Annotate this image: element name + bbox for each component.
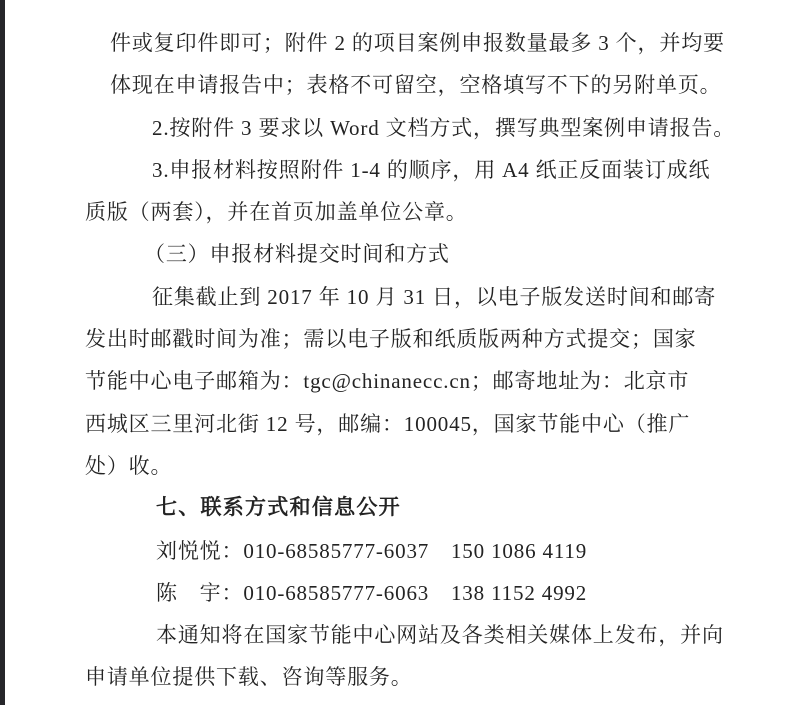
paragraph-continuation-line: 处）收。: [85, 453, 173, 478]
paragraph-line: 本通知将在国家节能中心网站及各类相关媒体上发布，并向: [156, 623, 724, 648]
paragraph-continuation-line: 节能中心电子邮箱为：tgc@chinanecc.cn；邮寄地址为：北京市: [85, 369, 690, 394]
paragraph-continuation-line: 件或复印件即可；附件 2 的项目案例申报数量最多 3 个，并均要: [110, 31, 725, 55]
paragraph-continuation-line: 质版（两套），并在首页加盖单位公章。: [85, 200, 468, 225]
numbered-item-3: 3.申报材料按照附件 1-4 的顺序，用 A4 纸正反面装订成纸: [152, 157, 711, 182]
section-heading-7: 七、联系方式和信息公开: [156, 496, 401, 520]
paragraph-line: 征集截止到 2017 年 10 月 31 日，以电子版发送时间和邮寄: [152, 284, 717, 309]
contact-row: 陈 宇：010-68585777-6063 138 1152 4992: [156, 580, 588, 605]
paragraph-continuation-line: 申请单位提供下载、咨询等服务。: [85, 665, 413, 690]
subsection-heading: （三）申报材料提交时间和方式: [144, 242, 450, 267]
document-text-block: [0, 22, 794, 699]
paragraph-continuation-line: 发出时邮戳时间为准；需以电子版和纸质版两种方式提交；国家: [85, 327, 697, 352]
contact-row: 刘悦悦：010-68585777-6037 150 1086 4119: [156, 538, 588, 563]
paragraph-continuation-line: 西城区三里河北街 12 号，邮编：100045，国家节能中心（推广: [85, 411, 691, 436]
numbered-item-2: 2.按附件 3 要求以 Word 文档方式，撰写典型案例申请报告。: [152, 115, 736, 140]
paragraph-continuation-line: 体现在申请报告中；表格不可留空，空格填写不下的另附单页。: [110, 73, 722, 98]
